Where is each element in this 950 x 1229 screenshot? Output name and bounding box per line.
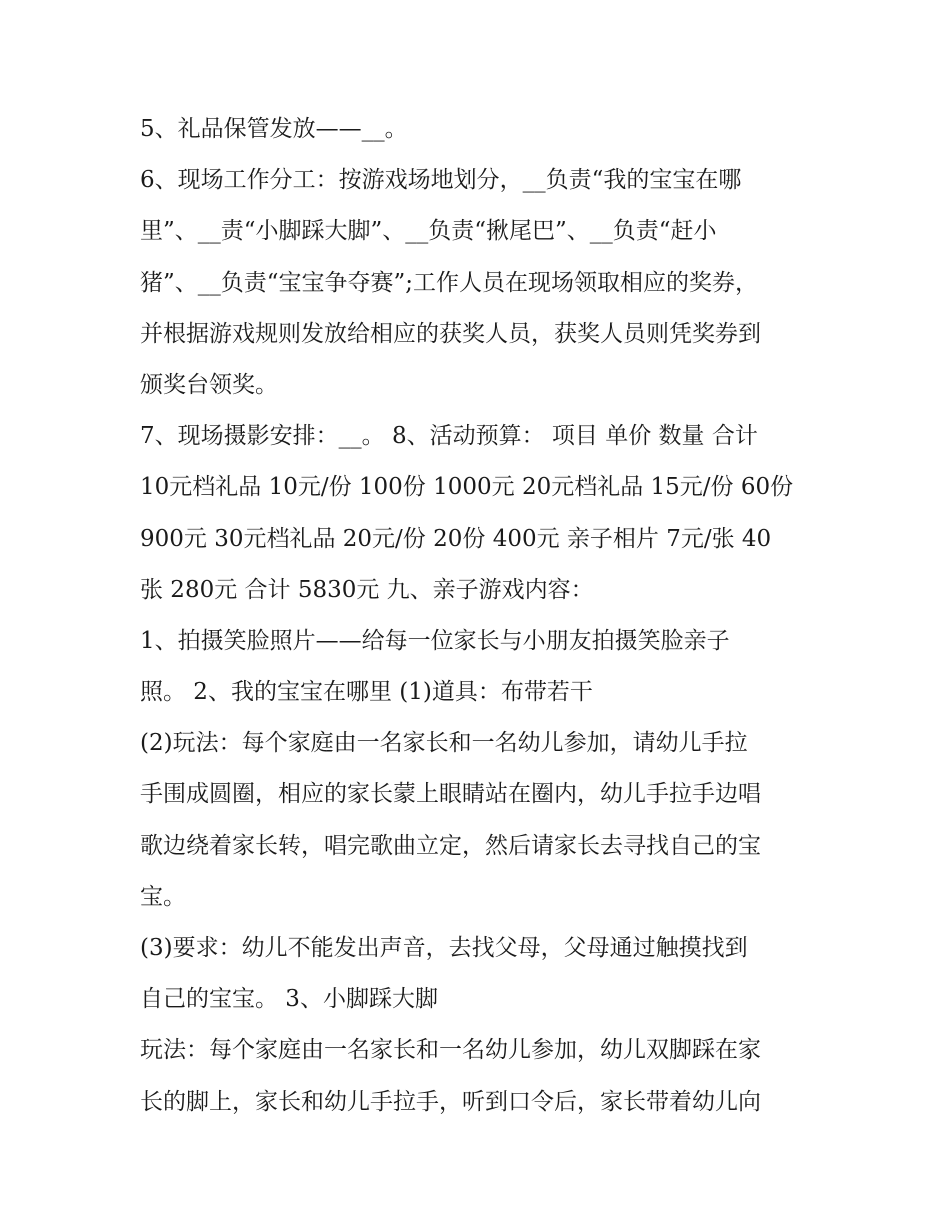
text-line: 7、现场摄影安排：__。 8、活动预算： 项目 单价 数量 合计 (140, 423, 758, 450)
text-line: 宝。 (140, 883, 186, 910)
text-line: 猪”、__负责“宝宝争夺赛”;工作人员在现场领取相应的奖券， (140, 269, 759, 296)
text-line: (2)玩法：每个家庭由一名家长和一名幼儿参加，请幼儿手拉 (140, 730, 748, 757)
text-line: 里”、__责“小脚踩大脚”、__负责“揪尾巴”、__负责“赶小 (140, 218, 717, 245)
text-line: 6、现场工作分工：按游戏场地划分，__负责“我的宝宝在哪 (140, 167, 742, 194)
text-line: 并根据游戏规则发放给相应的获奖人员，获奖人员则凭奖券到 (140, 320, 761, 347)
text-line: 张 280元 合计 5830元 九、亲子游戏内容： (140, 576, 594, 603)
text-line: 玩法：每个家庭由一名家长和一名幼儿参加，幼儿双脚踩在家 (140, 1037, 761, 1064)
text-line: 900元 30元档礼品 20元/份 20份 400元 亲子相片 7元/张 40 (140, 525, 772, 552)
text-line: 10元档礼品 10元/份 100份 1000元 20元档礼品 15元/份 60份 (140, 474, 794, 501)
text-line: (3)要求：幼儿不能发出声音，去找父母，父母通过触摸找到 (140, 935, 748, 961)
document-body (140, 104, 820, 1128)
text-line: 照。 2、我的宝宝在哪里 (1)道具：布带若干 (140, 679, 593, 706)
text-line: 自己的宝宝。 3、小脚踩大脚 (140, 986, 438, 1013)
text-line: 1、拍摄笑脸照片——给每一位家长与小朋友拍摄笑脸亲子 (140, 627, 730, 654)
text-line: 歌边绕着家长转，唱完歌曲立定，然后请家长去寻找自己的宝 (140, 832, 761, 859)
text-line: 颁奖台领奖。 (140, 371, 278, 398)
text-line: 长的脚上，家长和幼儿手拉手，听到口令后，家长带着幼儿向 (140, 1088, 761, 1115)
text-line: 手围成圆圈，相应的家长蒙上眼睛站在圈内，幼儿手拉手边唱 (140, 781, 761, 808)
text-line: 5、礼品保管发放——__。 (140, 116, 408, 142)
